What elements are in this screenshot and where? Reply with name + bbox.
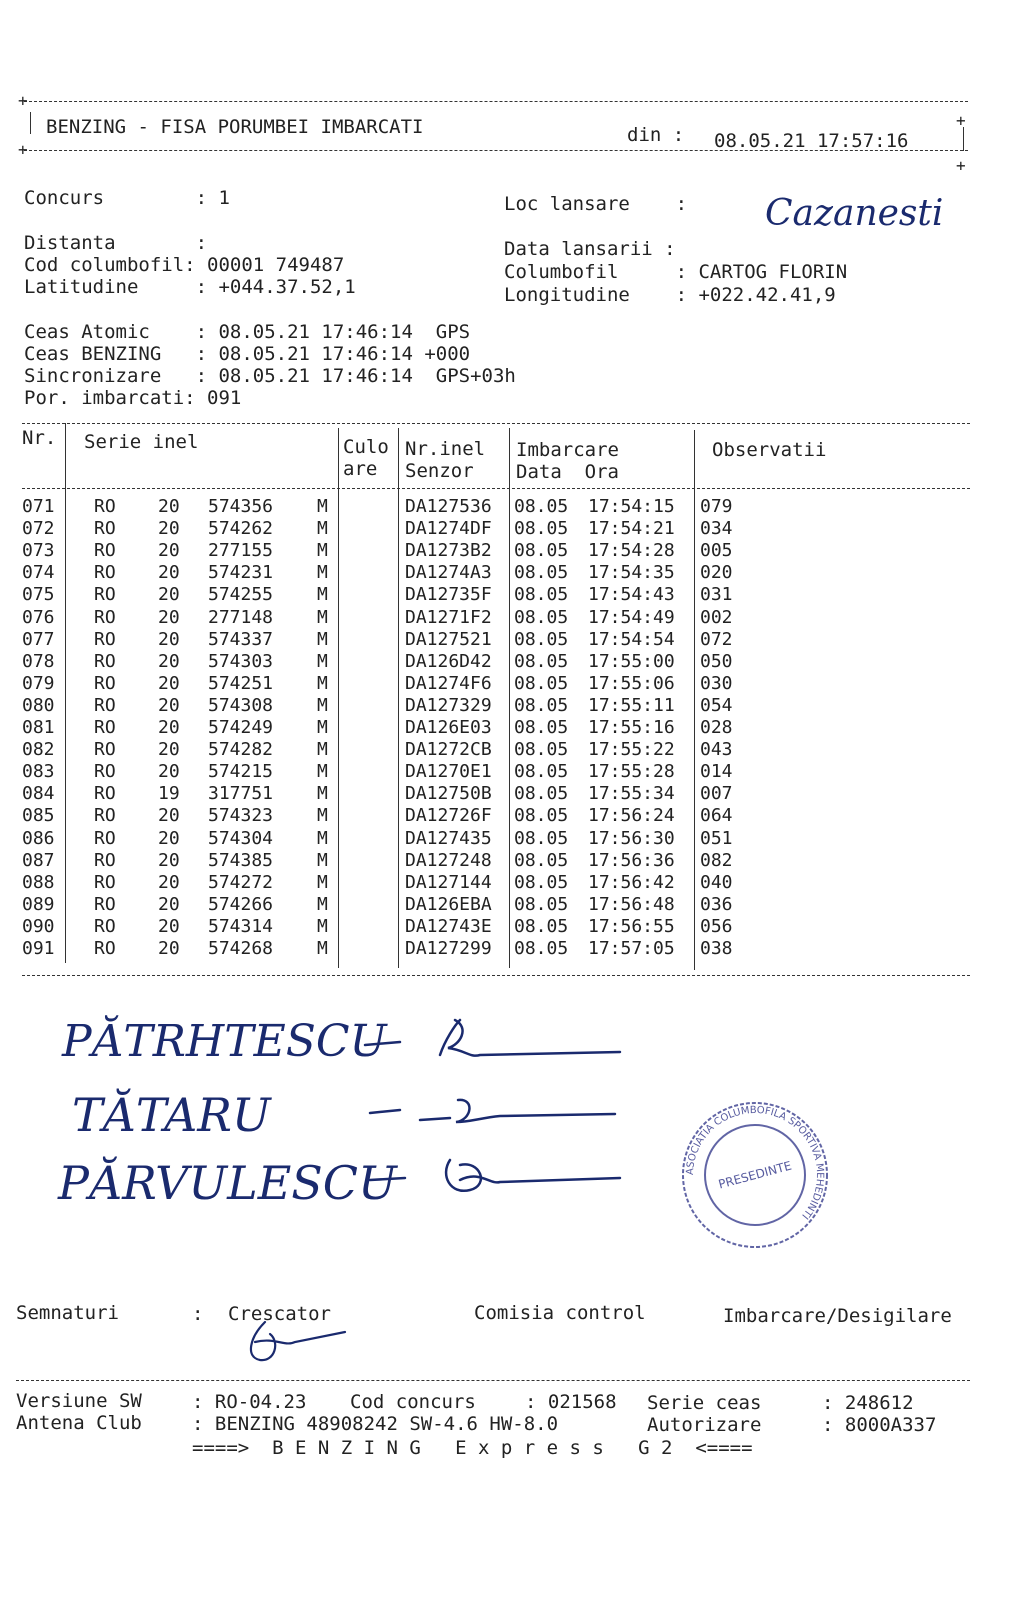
table-row [0,673,1024,695]
table-row [0,916,1024,938]
cell-time: 17:56:30 [588,827,675,849]
serie-ceas-value: : 248612 [822,1392,914,1414]
cell-time: 17:54:35 [588,562,675,584]
cell-year: 20 [158,672,180,694]
cell-sensor: DA126D42 [405,650,492,672]
header-right-border [963,127,964,151]
cell-nr: 076 [22,606,55,628]
cell-sex: M [317,827,328,849]
cell-country: RO [94,562,116,584]
loc-lansare-label: Loc lansare : [504,193,688,215]
cell-nr: 089 [22,893,55,915]
header-bottom-rule [24,150,968,151]
cell-time: 17:54:54 [588,628,675,650]
cell-date: 08.05 [514,938,569,959]
cell-sex: M [317,540,328,562]
cell-date: 08.05 [514,496,569,517]
table-row [0,783,1024,805]
table-row [0,872,1024,894]
cell-country: RO [94,805,116,827]
cell-observatii: 031 [700,584,733,606]
cell-date: 08.05 [514,518,569,540]
imbarcare-desigilare-label: Imbarcare/Desigilare [723,1305,952,1327]
cell-sensor: DA12750B [405,783,492,805]
cell-nr: 090 [22,915,55,937]
cell-sex: M [317,761,328,783]
cell-country: RO [94,915,116,937]
cell-year: 19 [158,783,180,805]
versiune-sw-value: : RO-04.23 [192,1391,307,1413]
cell-ring-number: 574262 [208,518,274,540]
header-corner: + [18,91,28,110]
table-row [0,805,1024,827]
crescator-label: Crescator [228,1303,331,1325]
cell-year: 20 [158,805,180,827]
cell-time: 17:56:36 [588,849,675,871]
cell-country: RO [94,584,116,606]
cell-date: 08.05 [514,562,569,584]
cell-nr: 074 [22,562,55,584]
table-top-rule [22,423,970,424]
cell-ring-number: 574251 [208,672,274,694]
cell-date: 08.05 [514,915,569,937]
cell-sensor: DA1273B2 [405,540,492,562]
handwritten-name-2: TĂTARU [72,1088,271,1142]
table-row [0,629,1024,651]
cell-nr: 087 [22,849,55,871]
cell-country: RO [94,849,116,871]
cell-nr: 091 [22,938,55,959]
cell-date: 08.05 [514,628,569,650]
cell-year: 20 [158,827,180,849]
cell-sex: M [317,694,328,716]
cell-year: 20 [158,893,180,915]
cell-sensor: DA127536 [405,496,492,517]
table-row [0,651,1024,673]
table-row [0,938,1024,960]
cell-ring-number: 574249 [208,717,274,738]
table-bottom-rule [22,975,970,976]
cell-sex: M [317,938,328,959]
cell-year: 20 [158,540,180,562]
table-row [0,607,1024,629]
cell-observatii: 072 [700,628,733,650]
loc-lansare-handwritten: Cazanesti [765,193,944,234]
col-header-nr: Nr. [22,427,57,449]
cell-nr: 080 [22,694,55,716]
cell-sensor: DA1274DF [405,518,492,540]
cell-year: 20 [158,761,180,783]
cell-ring-number: 574255 [208,584,274,606]
cell-time: 17:55:11 [588,694,675,716]
columbofil-field: Columbofil : CARTOG FLORIN [504,261,848,283]
cell-observatii: 002 [700,606,733,628]
handwritten-signatures [360,1010,660,1210]
cell-ring-number: 317751 [208,783,274,805]
cell-nr: 083 [22,761,55,783]
antena-club-label: Antena Club [16,1412,142,1434]
cell-time: 17:55:34 [588,783,675,805]
cell-date: 08.05 [514,606,569,628]
cell-sex: M [317,717,328,738]
cell-observatii: 040 [700,871,733,893]
cell-nr: 081 [22,717,55,738]
cell-country: RO [94,496,116,517]
cell-year: 20 [158,584,180,606]
cell-sex: M [317,739,328,761]
antena-club-value: : BENZING 48908242 SW-4.6 HW-8.0 [192,1413,559,1435]
cell-year: 20 [158,650,180,672]
cell-observatii: 054 [700,694,733,716]
footer-top-rule [16,1380,970,1381]
cell-country: RO [94,606,116,628]
table-row [0,894,1024,916]
cell-nr: 071 [22,496,55,517]
cell-time: 17:56:42 [588,871,675,893]
cell-date: 08.05 [514,584,569,606]
cod-concurs-value: : 021568 [525,1391,617,1413]
cell-date: 08.05 [514,761,569,783]
cell-observatii: 028 [700,717,733,738]
cell-date: 08.05 [514,849,569,871]
cell-year: 20 [158,915,180,937]
cell-observatii: 064 [700,805,733,827]
table-header-rule [22,488,970,489]
cell-observatii: 050 [700,650,733,672]
cell-sex: M [317,871,328,893]
cell-country: RO [94,761,116,783]
cell-ring-number: 574337 [208,628,274,650]
cell-date: 08.05 [514,694,569,716]
cell-ring-number: 574385 [208,849,274,871]
cell-sensor: DA127299 [405,938,492,959]
cell-nr: 082 [22,739,55,761]
cell-ring-number: 574308 [208,694,274,716]
stamp-outer-text: ASOCIATIA COLUMBOFILA SPORTIVA MEHEDINTI [684,1104,826,1222]
cell-ring-number: 574314 [208,915,274,937]
header-corner: + [956,111,966,130]
cell-sex: M [317,672,328,694]
cell-country: RO [94,739,116,761]
association-stamp [675,1095,835,1255]
cell-country: RO [94,783,116,805]
cell-sex: M [317,783,328,805]
cell-nr: 085 [22,805,55,827]
semnaturi-label: Semnaturi [16,1302,119,1324]
cell-time: 17:55:16 [588,717,675,738]
cell-date: 08.05 [514,827,569,849]
semnaturi-colon: : [192,1303,204,1325]
cell-sensor: DA1272CB [405,739,492,761]
cell-date: 08.05 [514,672,569,694]
cell-sex: M [317,584,328,606]
cell-year: 20 [158,606,180,628]
stamp-center-text: PRESEDINTE [716,1158,794,1192]
cell-time: 17:54:15 [588,496,675,517]
handwritten-name-1: PĂTRHTESCU [62,1016,387,1067]
cell-sensor: DA127329 [405,694,492,716]
latitudine-field: Latitudine : +044.37.52,1 [24,276,356,298]
cell-year: 20 [158,628,180,650]
header-top-rule [24,101,968,102]
cell-sensor: DA1270E1 [405,761,492,783]
cell-observatii: 005 [700,540,733,562]
cell-time: 17:57:05 [588,938,675,959]
cell-observatii: 030 [700,672,733,694]
sincronizare-field: Sincronizare : 08.05.21 17:46:14 GPS+03h [24,365,516,387]
cell-sex: M [317,805,328,827]
cell-country: RO [94,672,116,694]
cell-time: 17:55:22 [588,739,675,761]
cell-time: 17:54:49 [588,606,675,628]
cell-ring-number: 277148 [208,606,274,628]
autorizare-value: : 8000A337 [822,1414,937,1436]
cell-nr: 084 [22,783,55,805]
cell-sex: M [317,849,328,871]
table-row [0,584,1024,606]
cell-nr: 088 [22,871,55,893]
table-row [0,496,1024,518]
cell-country: RO [94,540,116,562]
din-value: 08.05.21 17:57:16 [714,130,909,152]
express-banner: ====> B E N Z I N G E x p r e s s G 2 <==== [192,1437,753,1459]
cell-sensor: DA127435 [405,827,492,849]
col-header-nr-inel: Nr.inel [405,438,486,460]
cell-time: 17:56:48 [588,893,675,915]
serie-ceas-label: Serie ceas [647,1392,762,1414]
cell-sex: M [317,562,328,584]
table-row [0,739,1024,761]
cell-sensor: DA1271F2 [405,606,492,628]
cell-sex: M [317,518,328,540]
page-title: BENZING - FISA PORUMBEI IMBARCATI [46,116,424,138]
cell-sensor: DA127521 [405,628,492,650]
cell-date: 08.05 [514,871,569,893]
cell-nr: 075 [22,584,55,606]
cell-year: 20 [158,518,180,540]
cell-sensor: DA127144 [405,871,492,893]
cell-year: 20 [158,496,180,517]
cell-nr: 086 [22,827,55,849]
longitudine-field: Longitudine : +022.42.41,9 [504,284,836,306]
table-row [0,717,1024,739]
cell-country: RO [94,871,116,893]
cell-observatii: 056 [700,915,733,937]
cell-nr: 072 [22,518,55,540]
cell-ring-number: 277155 [208,540,274,562]
cell-observatii: 007 [700,783,733,805]
cell-ring-number: 574231 [208,562,274,584]
cell-ring-number: 574303 [208,650,274,672]
col-header-data-ora: Data Ora [516,461,619,483]
col-header-culoare-1: Culo [343,436,389,458]
din-label: din : [627,124,685,146]
cell-observatii: 051 [700,827,733,849]
cell-time: 17:55:06 [588,672,675,694]
table-row [0,518,1024,540]
ceas-atomic-field: Ceas Atomic : 08.05.21 17:46:14 GPS [24,321,471,343]
cod-concurs-label: Cod concurs [350,1391,476,1413]
versiune-sw-label: Versiune SW [16,1390,142,1412]
cell-sensor: DA1274F6 [405,672,492,694]
cell-date: 08.05 [514,717,569,738]
cell-country: RO [94,518,116,540]
cell-sensor: DA12743E [405,915,492,937]
cell-sensor: DA126E03 [405,717,492,738]
cell-nr: 073 [22,540,55,562]
cell-year: 20 [158,938,180,959]
cell-date: 08.05 [514,739,569,761]
cell-country: RO [94,650,116,672]
cell-sex: M [317,496,328,517]
cell-ring-number: 574215 [208,761,274,783]
cell-country: RO [94,827,116,849]
header-left-border [30,112,31,134]
cell-ring-number: 574268 [208,938,274,959]
concurs-field: Concurs : 1 [24,187,230,209]
cell-time: 17:54:28 [588,540,675,562]
cell-sex: M [317,893,328,915]
cell-country: RO [94,938,116,959]
cell-ring-number: 574323 [208,805,274,827]
col-header-culoare-2: are [343,458,378,480]
cell-observatii: 036 [700,893,733,915]
cell-country: RO [94,628,116,650]
header-corner: + [18,140,28,159]
cell-ring-number: 574304 [208,827,274,849]
col-header-serie-inel: Serie inel [84,431,199,453]
cell-sex: M [317,606,328,628]
cell-date: 08.05 [514,540,569,562]
cell-time: 17:56:24 [588,805,675,827]
cell-observatii: 014 [700,761,733,783]
crescator-signature [235,1312,355,1372]
cell-time: 17:54:43 [588,584,675,606]
cell-year: 20 [158,871,180,893]
table-row [0,562,1024,584]
cell-ring-number: 574272 [208,871,274,893]
cell-country: RO [94,893,116,915]
distanta-field: Distanta : [24,232,208,254]
comisia-control-label: Comisia control [474,1302,646,1324]
cell-sensor: DA12735F [405,584,492,606]
cell-date: 08.05 [514,650,569,672]
cell-sensor: DA12726F [405,805,492,827]
autorizare-label: Autorizare [647,1414,762,1436]
cell-year: 20 [158,694,180,716]
cell-year: 20 [158,717,180,738]
cell-ring-number: 574282 [208,739,274,761]
table-row [0,850,1024,872]
cell-ring-number: 574356 [208,496,274,517]
cell-nr: 079 [22,672,55,694]
cell-sensor: DA126EBA [405,893,492,915]
por-imbarcati-field: Por. imbarcati: 091 [24,387,242,409]
cell-year: 20 [158,739,180,761]
cell-observatii: 043 [700,739,733,761]
cell-time: 17:55:00 [588,650,675,672]
cell-country: RO [94,717,116,738]
table-row [0,828,1024,850]
col-header-senzor: Senzor [405,460,474,482]
cell-observatii: 079 [700,496,733,517]
table-row [0,695,1024,717]
cell-sensor: DA127248 [405,849,492,871]
cell-country: RO [94,694,116,716]
ceas-benzing-field: Ceas BENZING : 08.05.21 17:46:14 +000 [24,343,471,365]
cell-sex: M [317,915,328,937]
cell-date: 08.05 [514,893,569,915]
cell-sex: M [317,628,328,650]
cell-date: 08.05 [514,805,569,827]
cell-observatii: 020 [700,562,733,584]
cell-time: 17:55:28 [588,761,675,783]
cell-nr: 078 [22,650,55,672]
header-corner: + [956,156,966,175]
table-row [0,761,1024,783]
cell-observatii: 038 [700,938,733,959]
col-header-imbarcare: Imbarcare [516,439,619,461]
col-header-observatii: Observatii [712,439,827,461]
handwritten-name-3: PĂRVULESCU [58,1156,397,1210]
cell-ring-number: 574266 [208,893,274,915]
data-lansarii-label: Data lansarii : [504,238,676,260]
cell-year: 20 [158,562,180,584]
cell-time: 17:56:55 [588,915,675,937]
cell-observatii: 034 [700,518,733,540]
cell-time: 17:54:21 [588,518,675,540]
cell-nr: 077 [22,628,55,650]
cod-columbofil-field: Cod columbofil: 00001 749487 [24,254,345,276]
cell-date: 08.05 [514,783,569,805]
cell-sex: M [317,650,328,672]
table-row [0,540,1024,562]
cell-year: 20 [158,849,180,871]
cell-sensor: DA1274A3 [405,562,492,584]
cell-observatii: 082 [700,849,733,871]
